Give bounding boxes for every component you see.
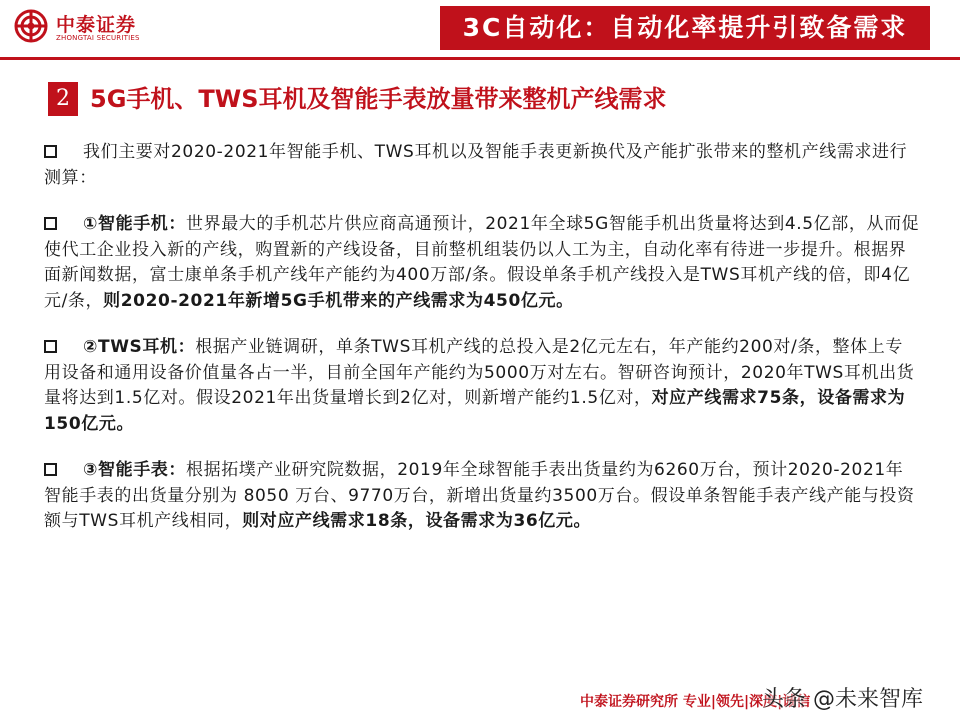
section-title: 5G手机、TWS耳机及智能手表放量带来整机产线需求 bbox=[90, 85, 667, 113]
tws-heading: ②TWS耳机： bbox=[83, 337, 196, 357]
square-bullet-icon bbox=[44, 217, 57, 230]
square-bullet-icon bbox=[44, 340, 57, 353]
page-title: 3C自动化：自动化率提升引致备需求 bbox=[440, 6, 930, 50]
logo-text-en: ZHONGTAI SECURITIES bbox=[56, 34, 140, 42]
header bbox=[0, 0, 960, 56]
tws-conclusion: 对应产线需求75条，设备需求为150亿元。 bbox=[44, 388, 906, 434]
intro-text: 我们主要对2020-2021年智能手机、TWS耳机以及智能手表更新换代及产能扩张带来的整机产线需求进行测算： bbox=[44, 142, 908, 188]
content-body bbox=[44, 140, 920, 556]
logo-mark-icon bbox=[14, 9, 48, 43]
square-bullet-icon bbox=[44, 463, 57, 476]
smartwatch-conclusion: 则对应产线需求18条，设备需求为36亿元。 bbox=[242, 511, 592, 531]
paragraph-smartwatch bbox=[44, 458, 920, 535]
paragraph-tws bbox=[44, 335, 920, 437]
company-logo bbox=[14, 7, 174, 49]
smartphone-conclusion: 则2020-2021年新增5G手机带来的产线需求为450亿元。 bbox=[103, 290, 574, 311]
watermark: 头条 @未来智库 bbox=[762, 687, 923, 712]
footer-slogan: 中泰证券研究所 专业|领先|深度|诚信 bbox=[580, 694, 811, 710]
smartphone-heading: ①智能手机： bbox=[83, 214, 186, 234]
tws-body: 根据产业链调研，单条TWS耳机产线的总投入是2亿元左右，年产能约200对/条，整体上专用设备和通用设备价值量各占一半，目前全国年产能约为5000万对左右。智研咨询预计，2020年TWS耳机出货量将达到1.5亿对。假设2021年出货量增长到2亿对，则新增产能约1.5亿对， bbox=[44, 337, 915, 408]
paragraph-intro bbox=[44, 140, 920, 191]
logo-text-cn: 中泰证券 bbox=[56, 14, 137, 36]
square-bullet-icon bbox=[44, 145, 57, 158]
section-heading bbox=[48, 82, 928, 116]
header-divider bbox=[0, 57, 960, 60]
smartwatch-heading: ③智能手表： bbox=[83, 460, 186, 480]
section-number: 2 bbox=[48, 82, 78, 116]
smartphone-body: 世界最大的手机芯片供应商高通预计，2021年全球5G智能手机出货量将达到4.5亿部，从而促使代工企业投入新的产线，购置新的产线设备，目前整机组装仍以人工为主，自动化率有待进一步提升。根据界面新闻数据，富士康单条手机产线年产能约为400万部/条。假设单条手机产线投入是TWS耳机产线的倍，即4亿元/条， bbox=[44, 214, 920, 311]
paragraph-smartphone bbox=[44, 212, 920, 314]
smartwatch-body: 根据拓墣产业研究院数据，2019年全球智能手表出货量约为6260万台，预计2020-2021年智能手表的出货量分别为 8050 万台、9770万台，新增出货量约3500万台。假设单条智能手表产线产能与投资额与TWS耳机产线相同， bbox=[44, 460, 915, 531]
